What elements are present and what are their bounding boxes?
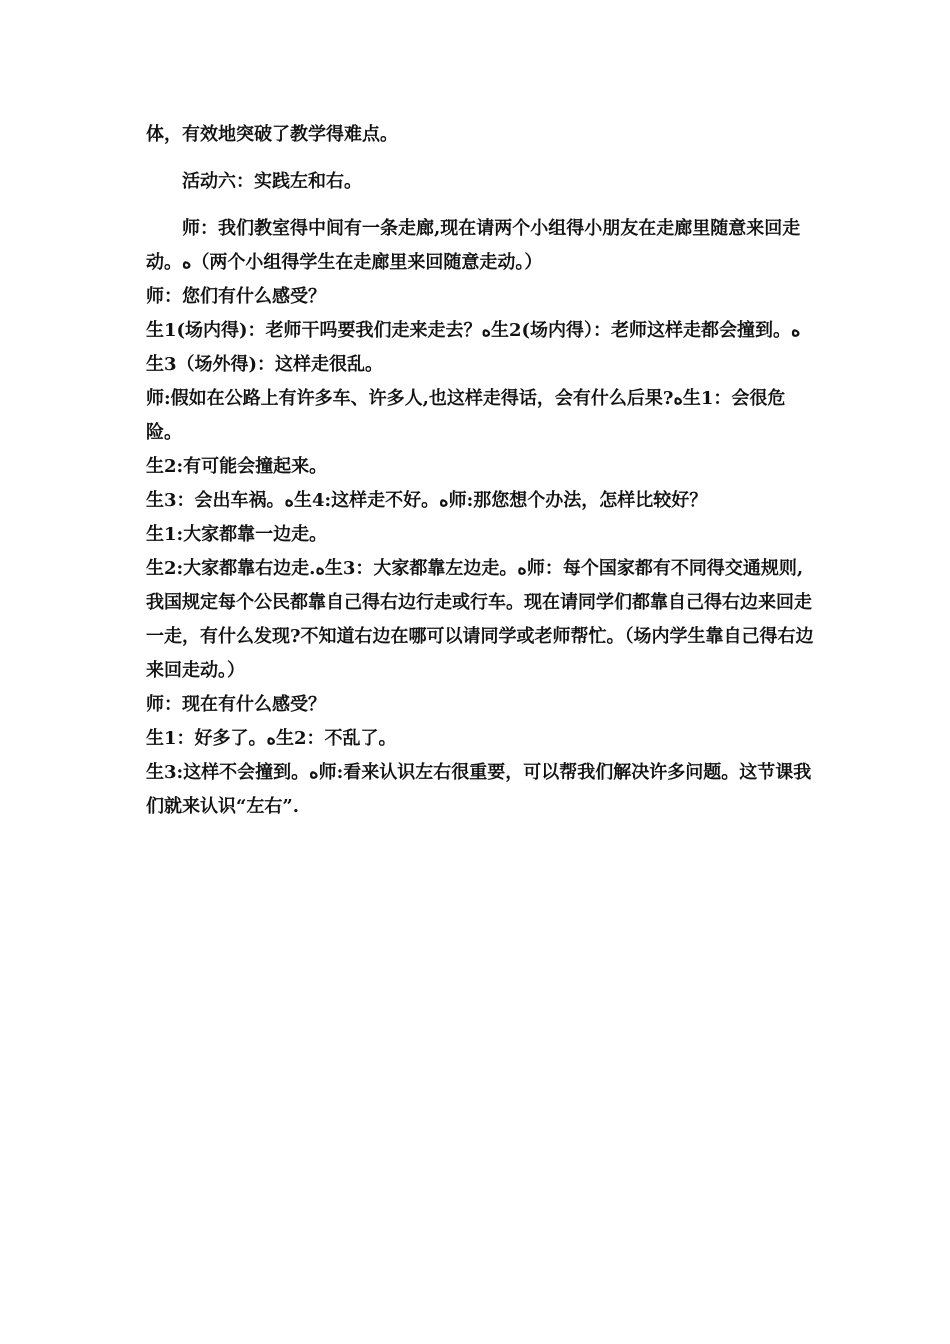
paragraph-student-1-suggestion: 生1:大家都靠一边走。 (146, 524, 328, 545)
paragraph-1: 体，有效地突破了教学得难点。 (146, 124, 398, 145)
paragraph-teacher-question-1: 师：您们有什么感受？ (146, 286, 326, 307)
paragraph-teacher-intro: 师：我们教室得中间有一条走廊,现在请两个小组得小朋友在走廊里随意来回走动。ﻩ（两个小组得学生在走廊里来回随意走动。） (146, 218, 801, 273)
paragraph-teacher-question-2: 师:假如在公路上有许多车、许多人,也这样走得话，会有什么后果?ﻩ生1：会很危险。 (146, 388, 786, 443)
paragraph-teacher-question-3: 师：现在有什么感受？ (146, 694, 326, 715)
paragraph-activity-six: 活动六：实践左和右。 (182, 171, 362, 192)
paragraph-traffic-rule: 生2:大家都靠右边走.ﻩ生3：大家都靠左边走。ﻩ师：每个国家都有不同得交通规则,我国规定每个公民都靠自己得右边行走或行车。现在请同学们都靠自己得右边来回走一走，有什么发现?不知道右边在哪可以请同学或老师帮忙。（场内学生靠自己得右边来回走动。） (146, 558, 814, 681)
paragraph-students-response-2: 生1：好多了。ﻩ生2：不乱了。 (146, 728, 397, 749)
paragraph-student-2-response: 生2:有可能会撞起来。 (146, 456, 328, 477)
paragraph-conclusion: 生3:这样不会撞到。ﻩ师:看来认识左右很重要，可以帮我们解决许多问题。这节课我们就来认识“左右”. (146, 762, 812, 817)
paragraph-students-response-1: 生1(场内得)：老师干吗要我们走来走去？ﻩ生2(场内得）：老师这样走都会撞到。ﻩ生3（场外得)：这样走很乱。 (146, 320, 801, 375)
document-body (146, 118, 814, 824)
paragraph-student-3-response: 生3：会出车祸。ﻩ生4:这样走不好。ﻩ师:那您想个办法，怎样比较好？ (146, 490, 708, 511)
